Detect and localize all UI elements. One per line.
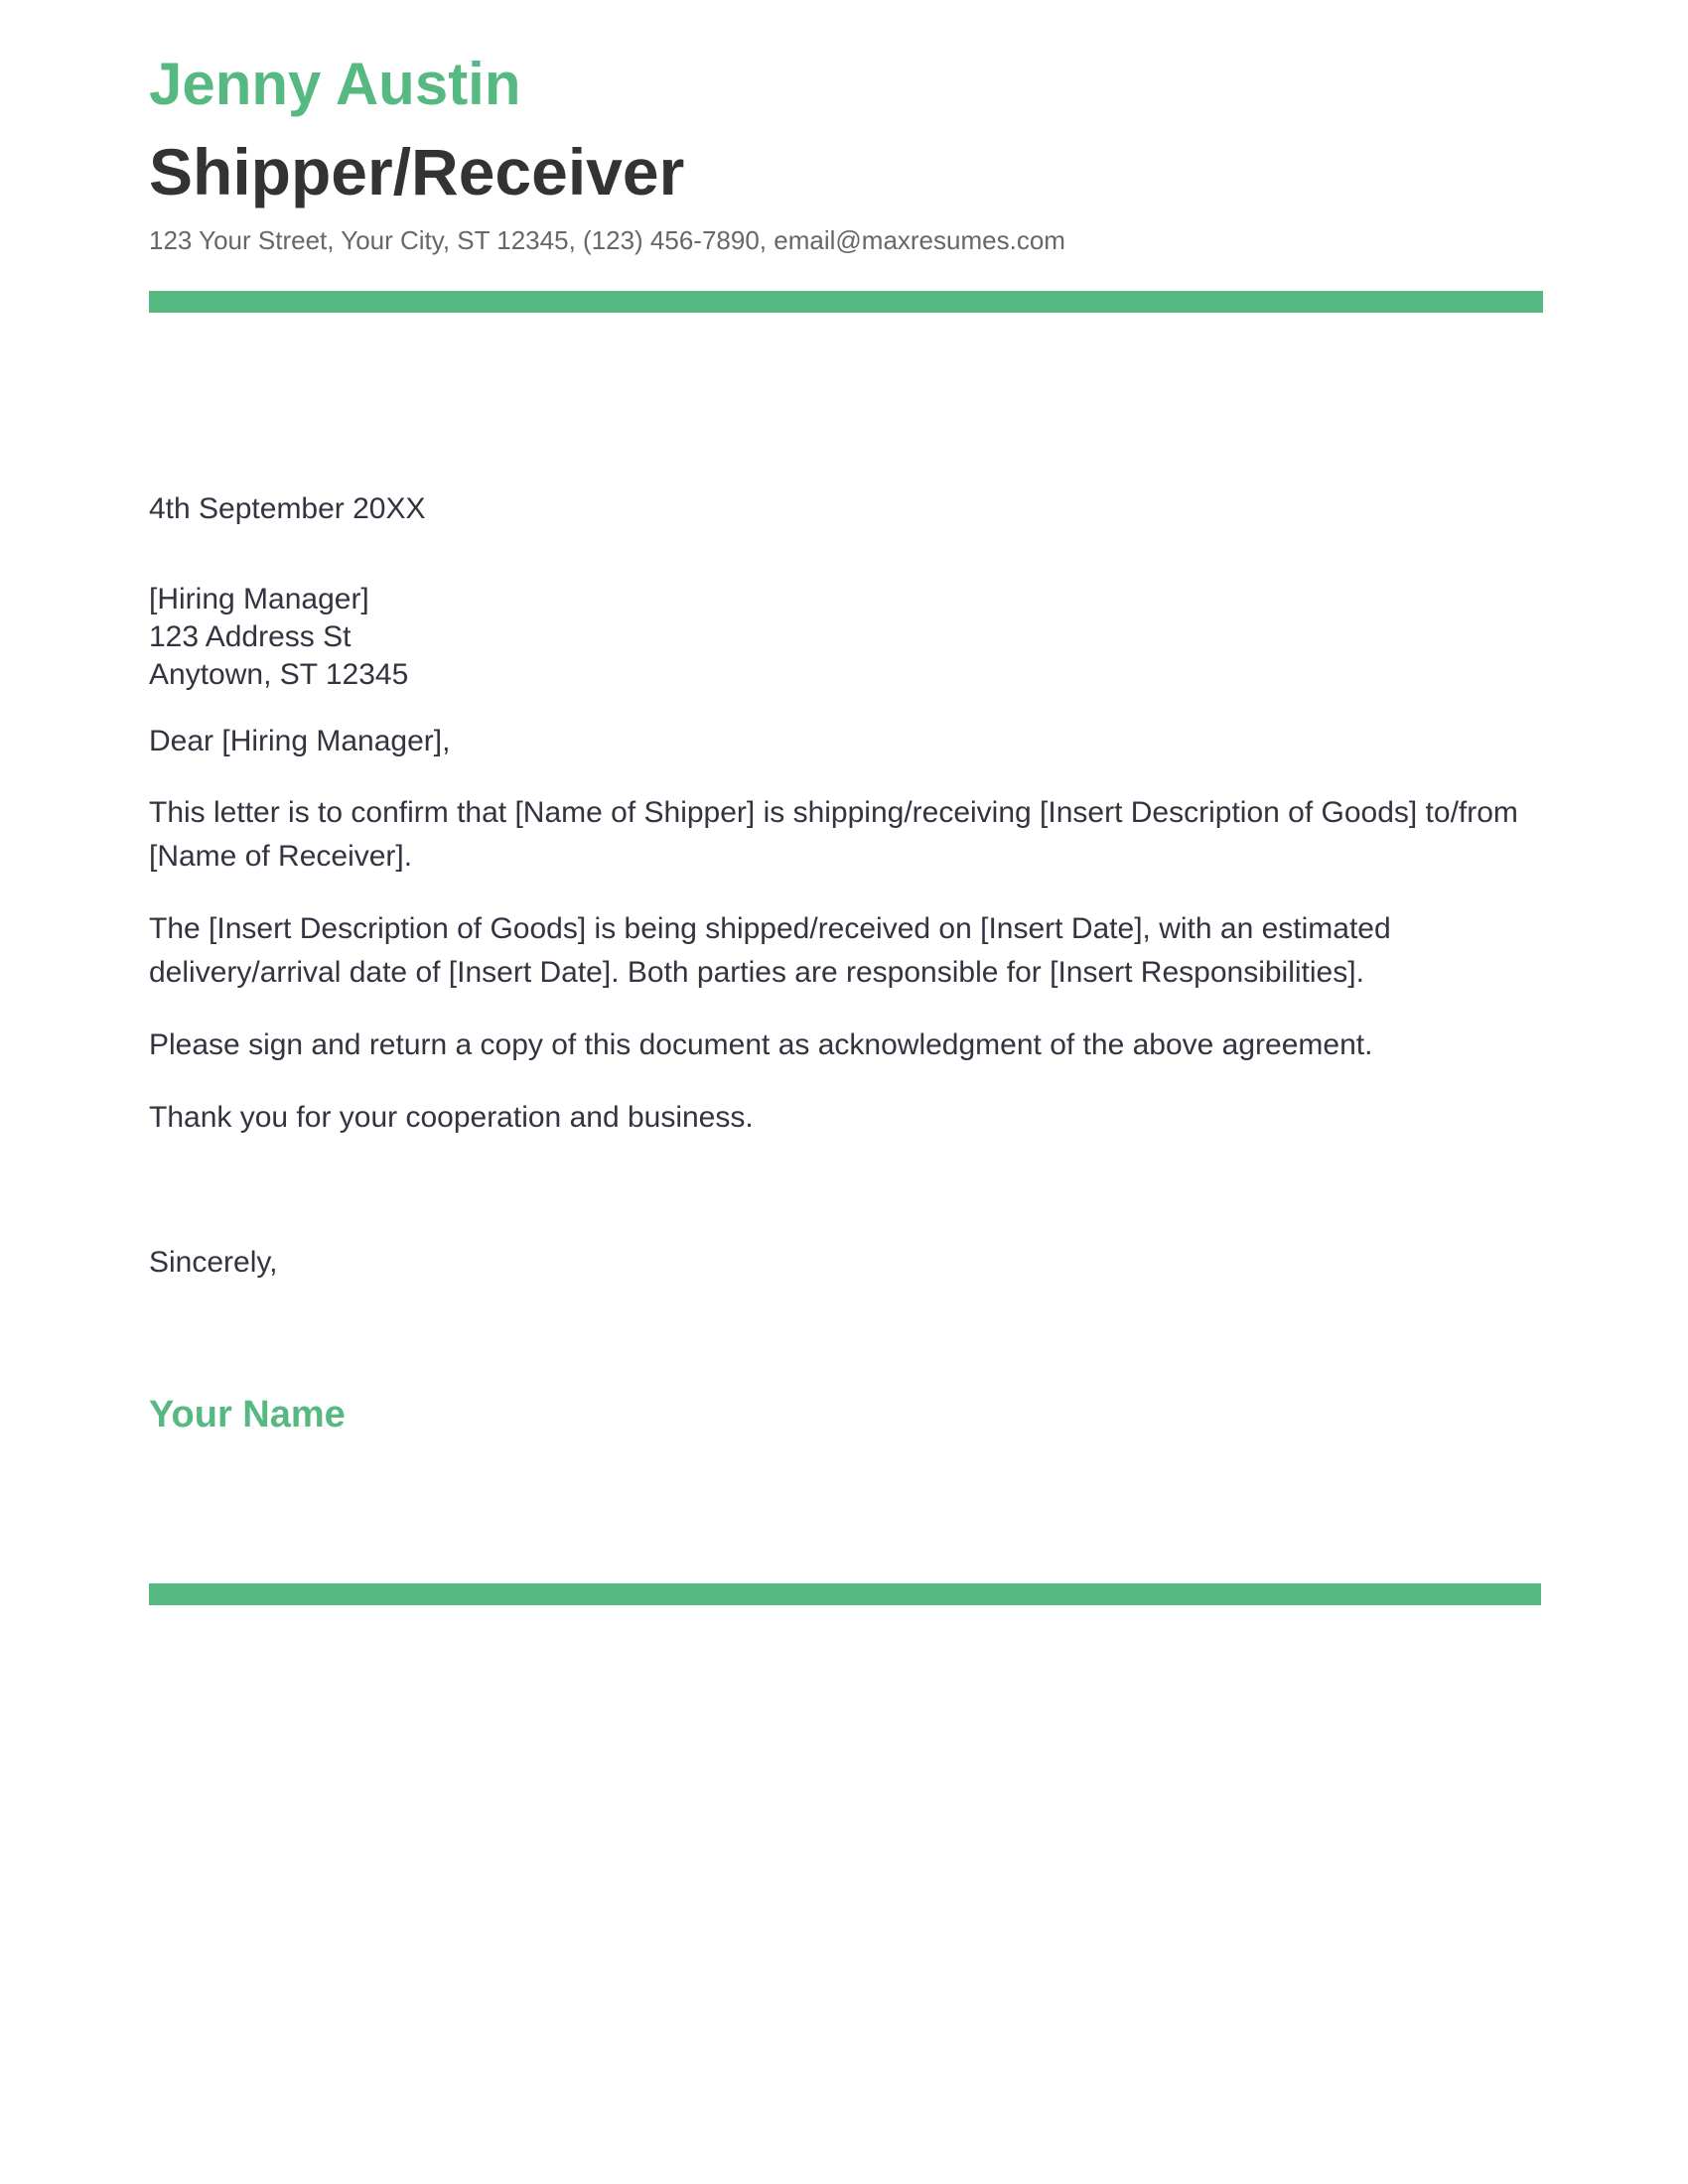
job-title: Shipper/Receiver [149,135,685,208]
body-paragraph: Thank you for your cooperation and business. [149,1101,754,1134]
letter-body [149,791,1554,1168]
contact-info: 123 Your Street, Your City, ST 12345, (123) 456-7890, email@maxresumes.com [149,225,1065,255]
recipient-city: Anytown, ST 12345 [149,658,409,691]
letter-date: 4th September 20XX [149,492,426,525]
body-paragraph: Please sign and return a copy of this document as acknowledgment of the above agreement. [149,1028,1373,1061]
applicant-name: Jenny Austin [149,51,521,117]
closing: Sincerely, [149,1246,278,1279]
footer-divider [149,1583,1541,1605]
salutation: Dear [Hiring Manager], [149,725,451,757]
header-divider [149,291,1543,313]
recipient-name: [Hiring Manager] [149,583,369,615]
signature-name: Your Name [149,1394,346,1435]
recipient-address [149,581,408,694]
recipient-street: 123 Address St [149,620,352,653]
body-paragraph: The [Insert Description of Goods] is being shipped/received on [Insert Date], with an estimated delivery/arrival date of [Insert Date]. Both parties are responsible for [Insert Responsibilities]. [149,912,1391,989]
body-paragraph: This letter is to confirm that [Name of Shipper] is shipping/receiving [Insert Description of Goods] to/from [Name of Receiver]. [149,796,1518,873]
